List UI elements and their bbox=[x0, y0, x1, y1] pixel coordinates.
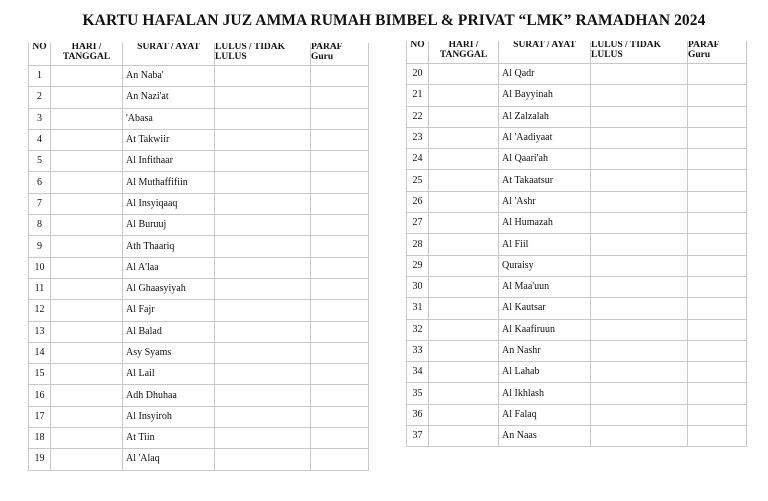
paraf-cell[interactable] bbox=[311, 364, 369, 385]
header-paraf-line1: PARAF bbox=[688, 41, 720, 50]
paraf-cell[interactable] bbox=[688, 362, 747, 383]
lulus-cell[interactable] bbox=[215, 236, 311, 257]
surah-name: Al Insyiqaaq bbox=[123, 193, 215, 214]
lulus-cell[interactable] bbox=[215, 342, 311, 363]
table-row bbox=[407, 426, 747, 447]
header-no: NO bbox=[29, 43, 51, 66]
paraf-cell[interactable] bbox=[311, 129, 369, 150]
hari-tanggal-cell[interactable] bbox=[51, 193, 123, 214]
surah-name: At Takwiir bbox=[123, 129, 215, 150]
row-number: 1 bbox=[29, 66, 51, 87]
table-body-left bbox=[29, 66, 369, 471]
header-surat-ayat: SURAT / AYAT bbox=[123, 43, 215, 66]
table-row bbox=[29, 129, 369, 150]
hari-tanggal-cell[interactable] bbox=[429, 404, 499, 425]
hari-tanggal-cell[interactable] bbox=[51, 257, 123, 278]
table-row bbox=[407, 276, 747, 297]
hari-tanggal-cell[interactable] bbox=[51, 87, 123, 108]
table-header-row bbox=[29, 43, 369, 66]
row-number: 16 bbox=[29, 385, 51, 406]
row-number: 19 bbox=[29, 449, 51, 470]
hari-tanggal-cell[interactable] bbox=[429, 234, 499, 255]
lulus-cell[interactable] bbox=[591, 404, 688, 425]
hari-tanggal-cell[interactable] bbox=[51, 385, 123, 406]
header-lulus bbox=[215, 43, 311, 66]
paraf-cell[interactable] bbox=[688, 383, 747, 404]
surah-name: Al Ghaasyiyah bbox=[123, 278, 215, 299]
paraf-cell[interactable] bbox=[688, 191, 747, 212]
surah-name: Ath Thaariq bbox=[123, 236, 215, 257]
hari-tanggal-cell[interactable] bbox=[51, 108, 123, 129]
hari-tanggal-cell[interactable] bbox=[51, 364, 123, 385]
lulus-cell[interactable] bbox=[591, 234, 688, 255]
header-surat-ayat: SURAT / AYAT bbox=[499, 41, 591, 64]
paraf-cell[interactable] bbox=[311, 342, 369, 363]
header-paraf-line1: PARAF bbox=[311, 43, 343, 52]
header-hari-line2: TANGGAL bbox=[439, 49, 488, 60]
paraf-cell[interactable] bbox=[311, 300, 369, 321]
lulus-cell[interactable] bbox=[591, 383, 688, 404]
lulus-cell[interactable] bbox=[591, 127, 688, 148]
hari-tanggal-cell[interactable] bbox=[429, 426, 499, 447]
header-lulus-line2: LULUS bbox=[591, 49, 623, 60]
header-hari-line2: TANGGAL bbox=[62, 51, 111, 62]
table-row bbox=[29, 385, 369, 406]
lulus-cell[interactable] bbox=[215, 449, 311, 470]
lulus-cell[interactable] bbox=[215, 406, 311, 427]
surah-name: Al Kautsar bbox=[499, 298, 591, 319]
lulus-cell[interactable] bbox=[215, 428, 311, 449]
header-hari-line1: HARI / bbox=[71, 43, 102, 52]
surah-name: Al Lahab bbox=[499, 362, 591, 383]
table-row bbox=[407, 298, 747, 319]
row-number: 20 bbox=[407, 64, 429, 85]
table-row bbox=[29, 108, 369, 129]
lulus-cell[interactable] bbox=[591, 298, 688, 319]
row-number: 15 bbox=[29, 364, 51, 385]
paraf-cell[interactable] bbox=[688, 170, 747, 191]
table-row bbox=[407, 149, 747, 170]
row-number: 33 bbox=[407, 340, 429, 361]
hari-tanggal-cell[interactable] bbox=[429, 276, 499, 297]
hari-tanggal-cell[interactable] bbox=[51, 66, 123, 87]
lulus-cell[interactable] bbox=[591, 276, 688, 297]
lulus-cell[interactable] bbox=[215, 172, 311, 193]
hari-tanggal-cell[interactable] bbox=[429, 213, 499, 234]
paraf-cell[interactable] bbox=[311, 236, 369, 257]
surah-name: Al Muthaffifiin bbox=[123, 172, 215, 193]
table-row bbox=[407, 255, 747, 276]
surah-name: Al Qaari'ah bbox=[499, 149, 591, 170]
paraf-cell[interactable] bbox=[311, 66, 369, 87]
surah-name: An Nazi'at bbox=[123, 87, 215, 108]
row-number: 7 bbox=[29, 193, 51, 214]
table-row bbox=[29, 257, 369, 278]
table-row bbox=[407, 362, 747, 383]
table-row bbox=[407, 213, 747, 234]
table-row bbox=[407, 234, 747, 255]
paraf-cell[interactable] bbox=[311, 321, 369, 342]
hari-tanggal-cell[interactable] bbox=[51, 236, 123, 257]
table-header-row bbox=[407, 41, 747, 64]
paraf-cell[interactable] bbox=[688, 234, 747, 255]
row-number: 27 bbox=[407, 213, 429, 234]
surah-name: Al Bayyinah bbox=[499, 85, 591, 106]
header-hari-tanggal bbox=[51, 43, 123, 66]
row-number: 10 bbox=[29, 257, 51, 278]
surah-name: Al Qadr bbox=[499, 64, 591, 85]
row-number: 14 bbox=[29, 342, 51, 363]
paraf-cell[interactable] bbox=[311, 172, 369, 193]
lulus-cell[interactable] bbox=[215, 385, 311, 406]
row-number: 3 bbox=[29, 108, 51, 129]
surah-name: Al Humazah bbox=[499, 213, 591, 234]
header-lulus-line2: LULUS bbox=[215, 51, 247, 62]
row-number: 13 bbox=[29, 321, 51, 342]
paraf-cell[interactable] bbox=[688, 85, 747, 106]
paraf-cell[interactable] bbox=[688, 64, 747, 85]
paraf-cell[interactable] bbox=[688, 319, 747, 340]
lulus-cell[interactable] bbox=[215, 87, 311, 108]
memorization-table-left bbox=[28, 43, 369, 471]
hari-tanggal-cell[interactable] bbox=[429, 85, 499, 106]
lulus-cell[interactable] bbox=[591, 319, 688, 340]
row-number: 6 bbox=[29, 172, 51, 193]
table-row bbox=[407, 127, 747, 148]
surah-name: An Nashr bbox=[499, 340, 591, 361]
row-number: 22 bbox=[407, 106, 429, 127]
lulus-cell[interactable] bbox=[591, 170, 688, 191]
lulus-cell[interactable] bbox=[591, 362, 688, 383]
lulus-cell[interactable] bbox=[215, 321, 311, 342]
paraf-cell[interactable] bbox=[688, 127, 747, 148]
hari-tanggal-cell[interactable] bbox=[51, 300, 123, 321]
table-row bbox=[29, 278, 369, 299]
table-row bbox=[29, 172, 369, 193]
table-row bbox=[407, 170, 747, 191]
table-row bbox=[29, 364, 369, 385]
row-number: 24 bbox=[407, 149, 429, 170]
lulus-cell[interactable] bbox=[215, 129, 311, 150]
surah-name: Al Insyiroh bbox=[123, 406, 215, 427]
hari-tanggal-cell[interactable] bbox=[429, 362, 499, 383]
table-row bbox=[407, 340, 747, 361]
paraf-cell[interactable] bbox=[311, 449, 369, 470]
row-number: 23 bbox=[407, 127, 429, 148]
lulus-cell[interactable] bbox=[591, 106, 688, 127]
hari-tanggal-cell[interactable] bbox=[429, 255, 499, 276]
surah-name: Al Fajr bbox=[123, 300, 215, 321]
paraf-cell[interactable] bbox=[311, 108, 369, 129]
row-number: 9 bbox=[29, 236, 51, 257]
hari-tanggal-cell[interactable] bbox=[51, 449, 123, 470]
row-number: 31 bbox=[407, 298, 429, 319]
row-number: 8 bbox=[29, 215, 51, 236]
table-row bbox=[407, 106, 747, 127]
surah-name: Adh Dhuhaa bbox=[123, 385, 215, 406]
table-row bbox=[29, 193, 369, 214]
table-row bbox=[29, 151, 369, 172]
lulus-cell[interactable] bbox=[215, 257, 311, 278]
header-no: NO bbox=[407, 41, 429, 64]
table-row bbox=[29, 87, 369, 108]
row-number: 34 bbox=[407, 362, 429, 383]
table-row bbox=[407, 85, 747, 106]
paraf-cell[interactable] bbox=[311, 257, 369, 278]
hari-tanggal-cell[interactable] bbox=[429, 106, 499, 127]
paraf-cell[interactable] bbox=[311, 385, 369, 406]
row-number: 11 bbox=[29, 278, 51, 299]
lulus-cell[interactable] bbox=[591, 64, 688, 85]
table-row bbox=[29, 321, 369, 342]
page-title: KARTU HAFALAN JUZ AMMA RUMAH BIMBEL & PRIVAT “LMK” RAMADHAN 2024 bbox=[82, 12, 706, 29]
surah-name: Al A'laa bbox=[123, 257, 215, 278]
lulus-cell[interactable] bbox=[591, 255, 688, 276]
hari-tanggal-cell[interactable] bbox=[51, 172, 123, 193]
surah-name: Al Buruuj bbox=[123, 215, 215, 236]
hari-tanggal-cell[interactable] bbox=[51, 406, 123, 427]
lulus-cell[interactable] bbox=[215, 193, 311, 214]
surah-name: Al 'Aadiyaat bbox=[499, 127, 591, 148]
hari-tanggal-cell[interactable] bbox=[429, 191, 499, 212]
header-lulus-line1: LULUS / TIDAK bbox=[215, 43, 286, 52]
paraf-cell[interactable] bbox=[311, 428, 369, 449]
table-row bbox=[29, 406, 369, 427]
paraf-cell[interactable] bbox=[688, 426, 747, 447]
surah-name: An Naba' bbox=[123, 66, 215, 87]
table-row bbox=[29, 300, 369, 321]
lulus-cell[interactable] bbox=[215, 278, 311, 299]
row-number: 26 bbox=[407, 191, 429, 212]
lulus-cell[interactable] bbox=[591, 426, 688, 447]
paraf-cell[interactable] bbox=[311, 278, 369, 299]
surah-name: At Takaatsur bbox=[499, 170, 591, 191]
surah-name: Al 'Ashr bbox=[499, 191, 591, 212]
surah-name: 'Abasa bbox=[123, 108, 215, 129]
table-row bbox=[407, 319, 747, 340]
row-number: 18 bbox=[29, 428, 51, 449]
lulus-cell[interactable] bbox=[591, 149, 688, 170]
header-lulus bbox=[591, 41, 688, 64]
row-number: 17 bbox=[29, 406, 51, 427]
paraf-cell[interactable] bbox=[688, 276, 747, 297]
header-paraf-line2: Guru bbox=[688, 49, 711, 60]
row-number: 28 bbox=[407, 234, 429, 255]
hari-tanggal-cell[interactable] bbox=[51, 215, 123, 236]
row-number: 29 bbox=[407, 255, 429, 276]
row-number: 5 bbox=[29, 151, 51, 172]
hari-tanggal-cell[interactable] bbox=[429, 340, 499, 361]
row-number: 4 bbox=[29, 129, 51, 150]
lulus-cell[interactable] bbox=[215, 151, 311, 172]
paraf-cell[interactable] bbox=[688, 298, 747, 319]
paraf-cell[interactable] bbox=[688, 404, 747, 425]
surah-name: Al Ikhlash bbox=[499, 383, 591, 404]
hari-tanggal-cell[interactable] bbox=[51, 278, 123, 299]
paraf-cell[interactable] bbox=[688, 255, 747, 276]
lulus-cell[interactable] bbox=[591, 191, 688, 212]
hari-tanggal-cell[interactable] bbox=[51, 428, 123, 449]
row-number: 37 bbox=[407, 426, 429, 447]
table-row bbox=[29, 428, 369, 449]
hari-tanggal-cell[interactable] bbox=[429, 127, 499, 148]
hari-tanggal-cell[interactable] bbox=[51, 151, 123, 172]
table-row bbox=[407, 191, 747, 212]
lulus-cell[interactable] bbox=[215, 364, 311, 385]
surah-name: Al Zalzalah bbox=[499, 106, 591, 127]
table-body-right bbox=[407, 64, 747, 447]
hari-tanggal-cell[interactable] bbox=[429, 319, 499, 340]
row-number: 2 bbox=[29, 87, 51, 108]
row-number: 25 bbox=[407, 170, 429, 191]
surah-name: Al Lail bbox=[123, 364, 215, 385]
lulus-cell[interactable] bbox=[215, 300, 311, 321]
paraf-cell[interactable] bbox=[311, 151, 369, 172]
memorization-table-right bbox=[406, 41, 747, 447]
row-number: 32 bbox=[407, 319, 429, 340]
table-row bbox=[29, 342, 369, 363]
paraf-cell[interactable] bbox=[688, 340, 747, 361]
row-number: 12 bbox=[29, 300, 51, 321]
lulus-cell[interactable] bbox=[591, 340, 688, 361]
header-hari-tanggal bbox=[429, 41, 499, 64]
surah-name: Al Kaafiruun bbox=[499, 319, 591, 340]
surah-name: Al Falaq bbox=[499, 404, 591, 425]
table-row bbox=[407, 64, 747, 85]
header-paraf bbox=[688, 41, 747, 64]
hari-tanggal-cell[interactable] bbox=[51, 342, 123, 363]
hari-tanggal-cell[interactable] bbox=[429, 383, 499, 404]
surah-name: Quraisy bbox=[499, 255, 591, 276]
table-row bbox=[407, 404, 747, 425]
surah-name: Al Fiil bbox=[499, 234, 591, 255]
paraf-cell[interactable] bbox=[688, 149, 747, 170]
header-paraf bbox=[311, 43, 369, 66]
surah-name: Al Balad bbox=[123, 321, 215, 342]
row-number: 36 bbox=[407, 404, 429, 425]
lulus-cell[interactable] bbox=[215, 108, 311, 129]
row-number: 35 bbox=[407, 383, 429, 404]
hari-tanggal-cell[interactable] bbox=[429, 170, 499, 191]
header-hari-line1: HARI / bbox=[448, 41, 479, 50]
surah-name: Asy Syams bbox=[123, 342, 215, 363]
table-row bbox=[407, 383, 747, 404]
surah-name: Al Maa'uun bbox=[499, 276, 591, 297]
row-number: 30 bbox=[407, 276, 429, 297]
hari-tanggal-cell[interactable] bbox=[429, 298, 499, 319]
table-row bbox=[29, 215, 369, 236]
table-row bbox=[29, 66, 369, 87]
paraf-cell[interactable] bbox=[311, 215, 369, 236]
lulus-cell[interactable] bbox=[591, 213, 688, 234]
lulus-cell[interactable] bbox=[215, 66, 311, 87]
surah-name: At Tiin bbox=[123, 428, 215, 449]
hari-tanggal-cell[interactable] bbox=[429, 149, 499, 170]
surah-name: Al Infithaar bbox=[123, 151, 215, 172]
paraf-cell[interactable] bbox=[311, 406, 369, 427]
table-row bbox=[29, 449, 369, 470]
surah-name: An Naas bbox=[499, 426, 591, 447]
paraf-cell[interactable] bbox=[311, 87, 369, 108]
header-paraf-line2: Guru bbox=[311, 51, 334, 62]
hari-tanggal-cell[interactable] bbox=[51, 129, 123, 150]
paraf-cell[interactable] bbox=[688, 213, 747, 234]
header-lulus-line1: LULUS / TIDAK bbox=[591, 41, 662, 50]
surah-name: Al 'Alaq bbox=[123, 449, 215, 470]
paraf-cell[interactable] bbox=[311, 193, 369, 214]
lulus-cell[interactable] bbox=[591, 85, 688, 106]
lulus-cell[interactable] bbox=[215, 215, 311, 236]
table-row bbox=[29, 236, 369, 257]
hari-tanggal-cell[interactable] bbox=[51, 321, 123, 342]
paraf-cell[interactable] bbox=[688, 106, 747, 127]
row-number: 21 bbox=[407, 85, 429, 106]
hari-tanggal-cell[interactable] bbox=[429, 64, 499, 85]
